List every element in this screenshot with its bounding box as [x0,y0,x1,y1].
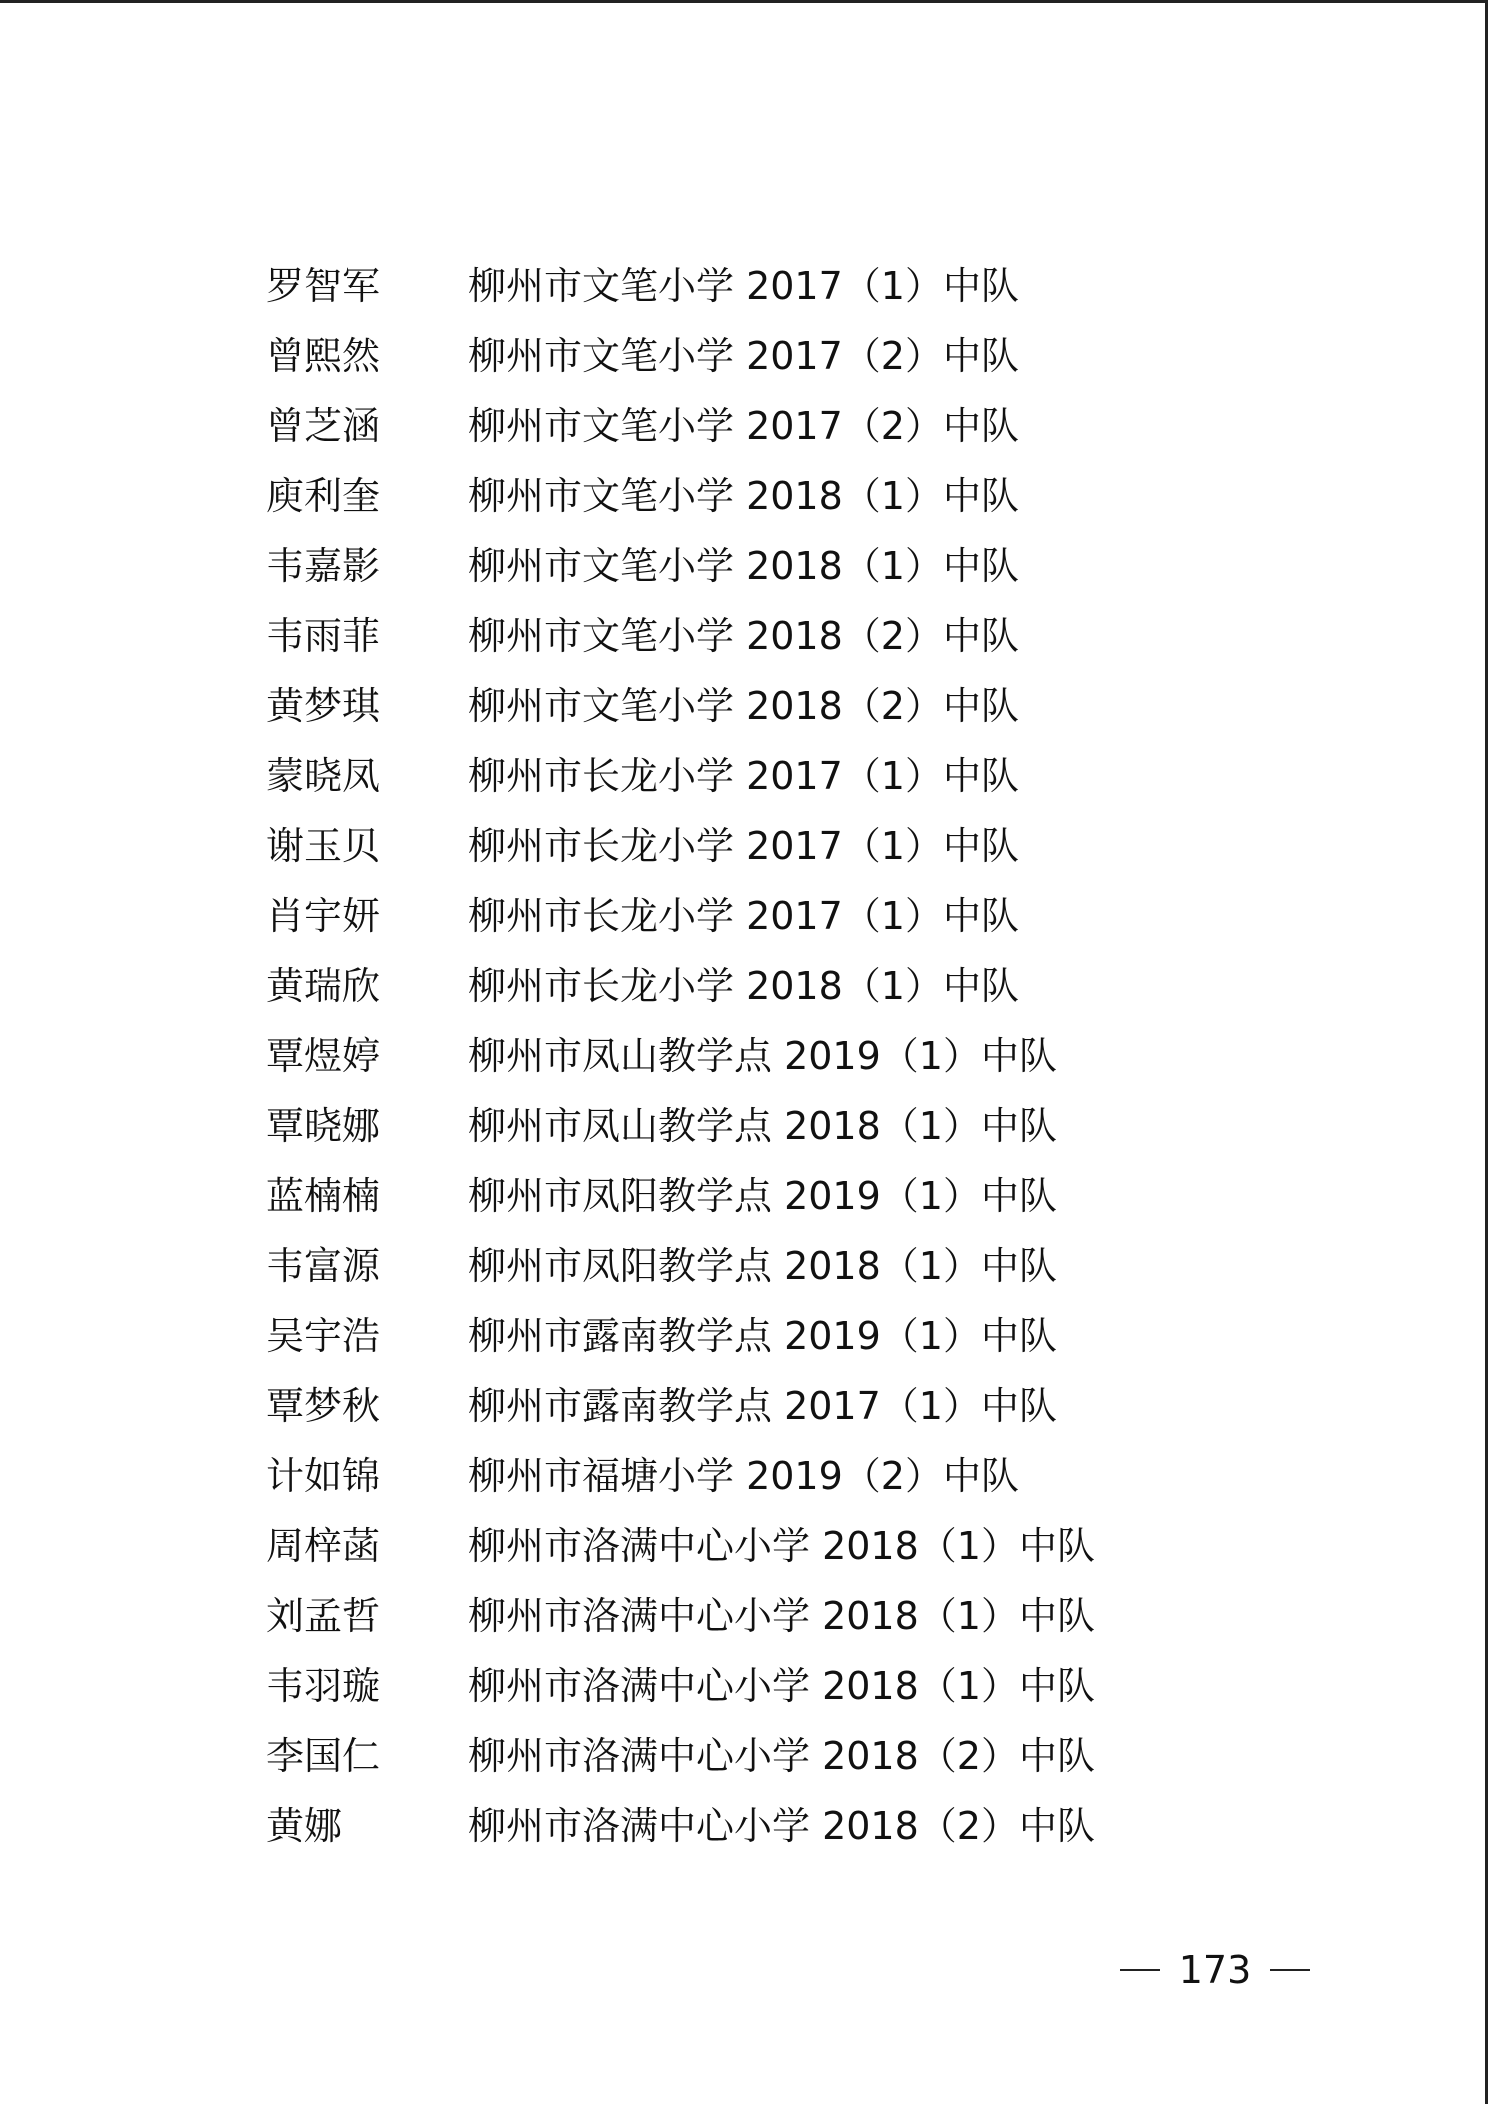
person-name: 周梓菡 [266,1524,381,1568]
person-name: 吴宇浩 [266,1314,381,1358]
team-unit: 柳州市文笔小学 2018（2）中队 [468,614,1019,658]
team-unit: 柳州市长龙小学 2018（1）中队 [468,964,1019,1008]
person-name: 刘孟哲 [266,1594,381,1638]
roster-list [266,251,1266,1861]
team-unit: 柳州市露南教学点 2019（1）中队 [468,1314,1057,1358]
top-border-line [0,0,1488,3]
person-name: 蓝楠楠 [266,1174,381,1218]
team-unit: 柳州市凤山教学点 2019（1）中队 [468,1034,1057,1078]
team-unit: 柳州市文笔小学 2017（2）中队 [468,404,1019,448]
left-dash-decoration [1120,1969,1160,1971]
person-name: 黄瑞欣 [266,964,381,1008]
list-item [266,1651,1266,1721]
person-name: 韦嘉影 [266,544,381,588]
list-item [266,601,1266,671]
list-item [266,811,1266,881]
team-unit: 柳州市文笔小学 2018（1）中队 [468,474,1019,518]
team-unit: 柳州市文笔小学 2017（1）中队 [468,264,1019,308]
list-item [266,1231,1266,1301]
team-unit: 柳州市洛满中心小学 2018（1）中队 [468,1664,1095,1708]
team-unit: 柳州市长龙小学 2017（1）中队 [468,824,1019,868]
list-item [266,1021,1266,1091]
team-unit: 柳州市文笔小学 2018（2）中队 [468,684,1019,728]
person-name: 曾熙然 [266,334,381,378]
person-name: 庾利奎 [266,474,381,518]
person-name: 罗智军 [266,264,381,308]
person-name: 韦羽璇 [266,1664,381,1708]
list-item [266,391,1266,461]
team-unit: 柳州市文笔小学 2018（1）中队 [468,544,1019,588]
person-name: 黄梦琪 [266,684,381,728]
list-item [266,881,1266,951]
person-name: 覃晓娜 [266,1104,381,1148]
person-name: 韦雨菲 [266,614,381,658]
team-unit: 柳州市露南教学点 2017（1）中队 [468,1384,1057,1428]
team-unit: 柳州市凤山教学点 2018（1）中队 [468,1104,1057,1148]
person-name: 曾芝涵 [266,404,381,448]
person-name: 谢玉贝 [266,824,381,868]
person-name: 韦富源 [266,1244,381,1288]
list-item [266,531,1266,601]
list-item [266,1581,1266,1651]
list-item [266,1511,1266,1581]
team-unit: 柳州市洛满中心小学 2018（1）中队 [468,1524,1095,1568]
list-item [266,1441,1266,1511]
right-dash-decoration [1270,1969,1310,1971]
list-item [266,1091,1266,1161]
team-unit: 柳州市凤阳教学点 2019（1）中队 [468,1174,1057,1218]
list-item [266,1161,1266,1231]
person-name: 黄娜 [266,1804,343,1848]
list-item [266,1791,1266,1861]
team-unit: 柳州市文笔小学 2017（2）中队 [468,334,1019,378]
person-name: 覃梦秋 [266,1384,381,1428]
person-name: 李国仁 [266,1734,381,1778]
person-name: 肖宇妍 [266,894,381,938]
team-unit: 柳州市福塘小学 2019（2）中队 [468,1454,1019,1498]
team-unit: 柳州市洛满中心小学 2018（2）中队 [468,1804,1095,1848]
list-item [266,1301,1266,1371]
team-unit: 柳州市洛满中心小学 2018（1）中队 [468,1594,1095,1638]
list-item [266,1721,1266,1791]
person-name: 覃煜婷 [266,1034,381,1078]
list-item [266,461,1266,531]
team-unit: 柳州市凤阳教学点 2018（1）中队 [468,1244,1057,1288]
list-item [266,1371,1266,1441]
list-item [266,671,1266,741]
team-unit: 柳州市长龙小学 2017（1）中队 [468,894,1019,938]
list-item [266,321,1266,391]
page-number-text: 173 [1178,1948,1252,1992]
list-item [266,741,1266,811]
list-item [266,251,1266,321]
team-unit: 柳州市洛满中心小学 2018（2）中队 [468,1734,1095,1778]
person-name: 计如锦 [266,1454,381,1498]
list-item [266,951,1266,1021]
team-unit: 柳州市长龙小学 2017（1）中队 [468,754,1019,798]
page-number [1120,1945,1310,1995]
person-name: 蒙晓凤 [266,754,381,798]
